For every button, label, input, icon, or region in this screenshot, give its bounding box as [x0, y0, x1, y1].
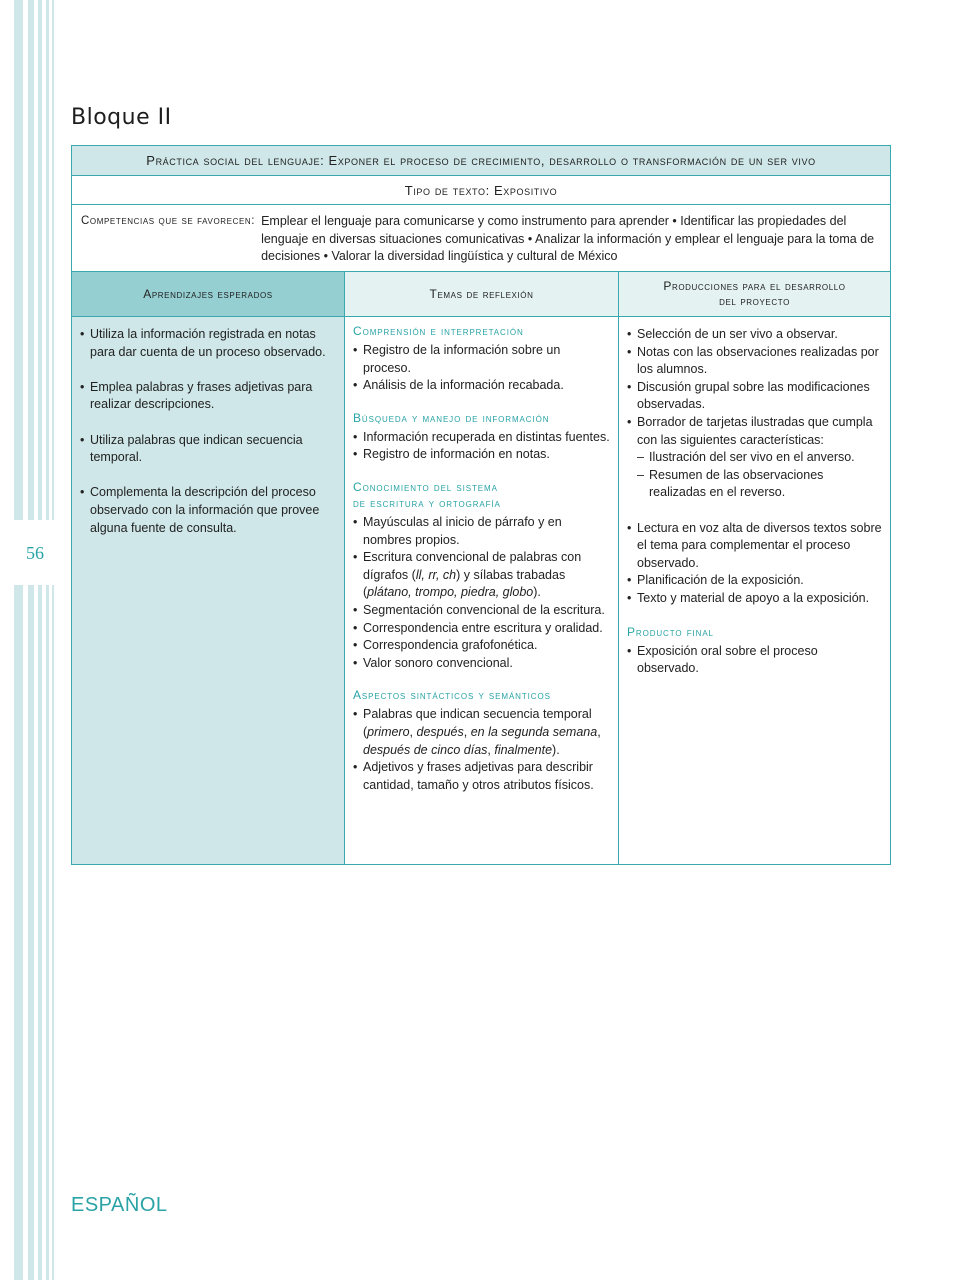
list-item: • Utiliza la información registrada en notas para dar cuenta de un proceso observado. [80, 326, 336, 361]
list-item: • Discusión grupal sobre las modificaciones observadas. [627, 379, 882, 414]
section-title: Aspectos sintácticos y semánticos [353, 688, 551, 703]
list-item: • Correspondencia grafofonética. [353, 637, 610, 655]
producciones-header-line1: Producciones para el desarrollo [663, 279, 846, 293]
conocimiento-section [353, 479, 610, 672]
producciones-list-2 [627, 520, 882, 608]
curriculum-table [71, 145, 891, 865]
list-item: • Mayúsculas al inicio de párrafo y en nombres propios. [353, 514, 610, 549]
competencias-row [72, 205, 890, 272]
page-title: Bloque II [71, 104, 172, 130]
list-item: • Emplea palabras y frases adjetivas para realizar descripciones. [80, 379, 336, 414]
competencias-text: Emplear el lenguaje para comunicarse y como instrumento para aprender • Identificar las propiedades del lenguaje en diversas situaciones comunicativas • Analizar la información y emplear el lenguaje para la toma de decisiones • Valorar la diversidad lingüística y cultural de México [261, 214, 875, 263]
sub-list-item: – Ilustración del ser vivo en el anverso. [627, 449, 882, 467]
list-item: • Correspondencia entre escritura y oralidad. [353, 620, 610, 638]
column-bodies [72, 317, 890, 864]
list-item: • Valor sonoro convencional. [353, 655, 610, 673]
tipo-texto-row: Tipo de texto: Expositivo [72, 176, 890, 205]
producto-final-title: Producto final [627, 624, 714, 639]
section-title: Búsqueda y manejo de información [353, 410, 550, 425]
subject-footer: ESPAÑOL [71, 1194, 168, 1216]
list-item: • Selección de un ser vivo a observar. [627, 326, 882, 344]
sub-list-item: – Resumen de las observaciones realizadas en el reverso. [627, 467, 882, 502]
list-item: • Complementa la descripción del proceso observado con la información que provee alguna fuente de consulta. [80, 484, 336, 537]
producciones-column [619, 317, 890, 864]
column-headers [72, 272, 890, 317]
aspectos-section [353, 687, 610, 794]
producto-final-list [627, 643, 882, 678]
list-item: • Registro de información en notas. [353, 446, 610, 464]
producciones-header-line2: del proyecto [719, 294, 790, 308]
list-item: • Palabras que indican secuencia temporal (primero, después, en la segunda semana, después de cinco días, finalmente). [353, 706, 610, 759]
aprendizajes-column [72, 317, 345, 864]
section-title [353, 479, 610, 511]
list-item: • Notas con las observaciones realizadas por los alumnos. [627, 344, 882, 379]
aprendizajes-header: Aprendizajes esperados [72, 272, 345, 316]
list-item: • Segmentación convencional de la escritura. [353, 602, 610, 620]
list-item: • Planificación de la exposición. [627, 572, 882, 590]
list-item: • Borrador de tarjetas ilustradas que cumpla con las siguientes características: [627, 414, 882, 449]
page-number: 56 [26, 543, 44, 563]
section-title: Comprensión e interpretación [353, 324, 524, 338]
list-item: • Información recuperada en distintas fuentes. [353, 429, 610, 447]
competencias-label: Competencias que se favorecen: [81, 215, 256, 227]
list-item: • Análisis de la información recabada. [353, 377, 610, 395]
list-item: • Lectura en voz alta de diversos textos sobre el tema para complementar el proceso observado. [627, 520, 882, 573]
busqueda-section [353, 410, 610, 464]
aprendizajes-list [80, 326, 336, 537]
comprension-section [353, 323, 610, 395]
left-decorative-stripes [0, 0, 60, 1280]
list-item: • Adjetivos y frases adjetivas para describir cantidad, tamaño y otros atributos físicos. [353, 759, 610, 794]
practica-social-row: Práctica social del lenguaje: Exponer el proceso de crecimiento, desarrollo o transformación de un ser vivo [72, 146, 890, 176]
list-item: • Utiliza palabras que indican secuencia temporal. [80, 432, 336, 467]
section-title-line: Conocimiento del sistema [353, 479, 498, 494]
producciones-header [619, 272, 890, 316]
temas-header: Temas de reflexión [345, 272, 619, 316]
list-item: • Escritura convencional de palabras con dígrafos (ll, rr, ch) y sílabas trabadas (plátano, trompo, piedra, globo). [353, 549, 610, 602]
list-item: • Texto y material de apoyo a la exposición. [627, 590, 882, 608]
section-title-line: de escritura y ortografía [353, 495, 501, 510]
list-item: • Registro de la información sobre un proceso. [353, 342, 610, 377]
temas-column [345, 317, 619, 864]
producciones-list [627, 326, 882, 502]
list-item: • Exposición oral sobre el proceso observado. [627, 643, 882, 678]
